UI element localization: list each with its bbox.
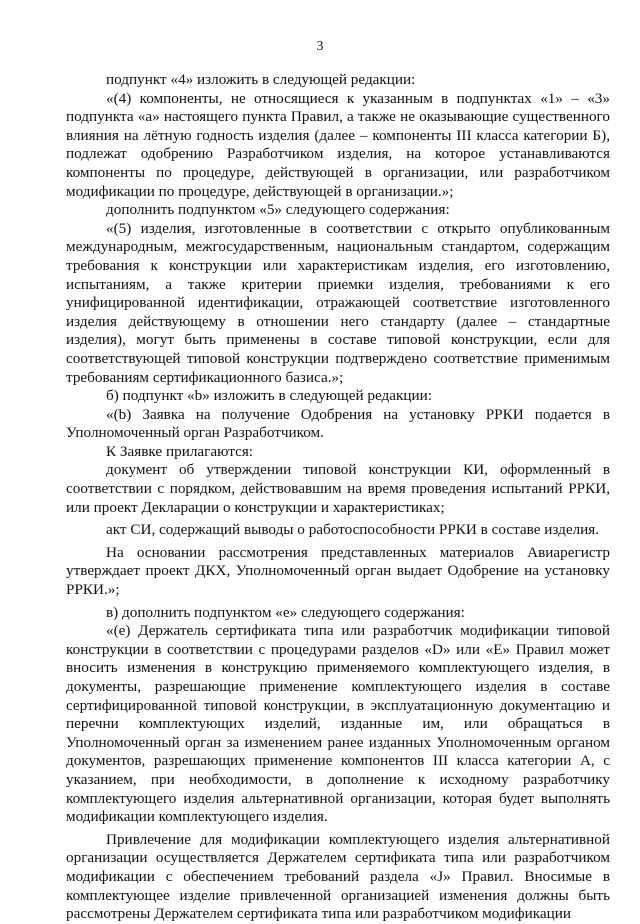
document-body [66, 71, 610, 924]
paragraph-attachments-heading: К Заявке прилагаются: [106, 442, 254, 460]
paragraph-add-subitem-e: в) дополнить подпунктом «e» следующего содержания: [106, 603, 465, 621]
paragraph-subitem-4-text: «(4) компоненты, не относящиеся к указанным в подпунктах «1» – «3» подпункта «a» настоящего пункта Правил, а также не оказывающие существенного влияния на лётную годность изделия (далее – компоненты III класса категории Б), подлежат одобрению Разработчиком изделия, на которое устанавливаются компоненты по процедуре, действующей в организации, или разработчиком модификации по процедуре, действующей в организации.»; [66, 89, 610, 200]
paragraph-attachment-document: документ об утверждении типовой конструкции КИ, оформленный в соответствии с порядком, действовавшим на время проведения испытаний РРКИ, или проект Декларации о конструкции и характеристиках; [66, 461, 610, 516]
paragraph-amend-subitem-b: б) подпункт «b» изложить в следующей редакции: [106, 387, 432, 405]
paragraph-add-subitem-5: дополнить подпунктом «5» следующего содержания: [106, 201, 450, 219]
paragraph-approval-basis: На основании рассмотрения представленных материалов Авиарегистр утверждает проект ДКХ, Уполномоченный орган выдает Одобрение на установку РРКИ.»; [66, 543, 610, 599]
paragraph-subitem-e-text: «(e) Держатель сертификата типа или разработчик модификации типовой конструкции в соответствии с процедурами разделов «D» или «E» Правил может вносить изменения в конструкцию применяемого комплектующего изделия, в документы, разрешающие применение комплектующего изделия в составе сертифицированной типовой конструкции, в эксплуатационную документацию и перечни комплектующих изделий, изданные им, или обращаться в Уполномоченный орган за изменением ранее изданных Уполномоченным органом документов, разрешающих применение компонентов III класса категории А, с указанием, при необходимости, в дополнение к исходному разработчику комплектующего изделия альтернативной организации, которая будет выполнять модификации комплектующего изделия. [66, 622, 610, 826]
paragraph-attachment-act: акт СИ, содержащий выводы о работоспособности РРКИ в составе изделия. [106, 521, 600, 539]
paragraph-alternative-organization: Привлечение для модификации комплектующего изделия альтернативной организации осуществляется Держателем сертификата типа или разработчиком модификации с обеспечением требований раздела «J» Правил. Вносимые в комплектующее изделие привлеченной организацией изменения должны быть рассмотрены Держателем сертификата типа или разработчиком модификации [66, 830, 610, 923]
paragraph-subitem-5-text: «(5) изделия, изготовленные в соответствии с открыто опубликованным международным, межгосударственным, национальным стандартом, содержащим требования к конструкции или характеристикам изделия, его изготовлению, испытаниям, а также критерии приемки изделия, требованиями к его унифицированной идентификации, отражающей соответствие изготовленного изделия действующему в отношении него стандарту (далее – стандартные изделия), могут быть применены в составе типовой конструкции, если для соответствующей типовой конструкции подтверждено соответствие применимым требованиям сертификационного базиса.»; [66, 219, 610, 386]
page-number: 3 [316, 39, 324, 54]
paragraph-amend-subitem-4: подпункт «4» изложить в следующей редакции: [106, 71, 416, 88]
paragraph-subitem-b-text: «(b) Заявка на получение Одобрения на установку РРКИ подается в Уполномоченный орган Разработчиком. [66, 405, 610, 442]
